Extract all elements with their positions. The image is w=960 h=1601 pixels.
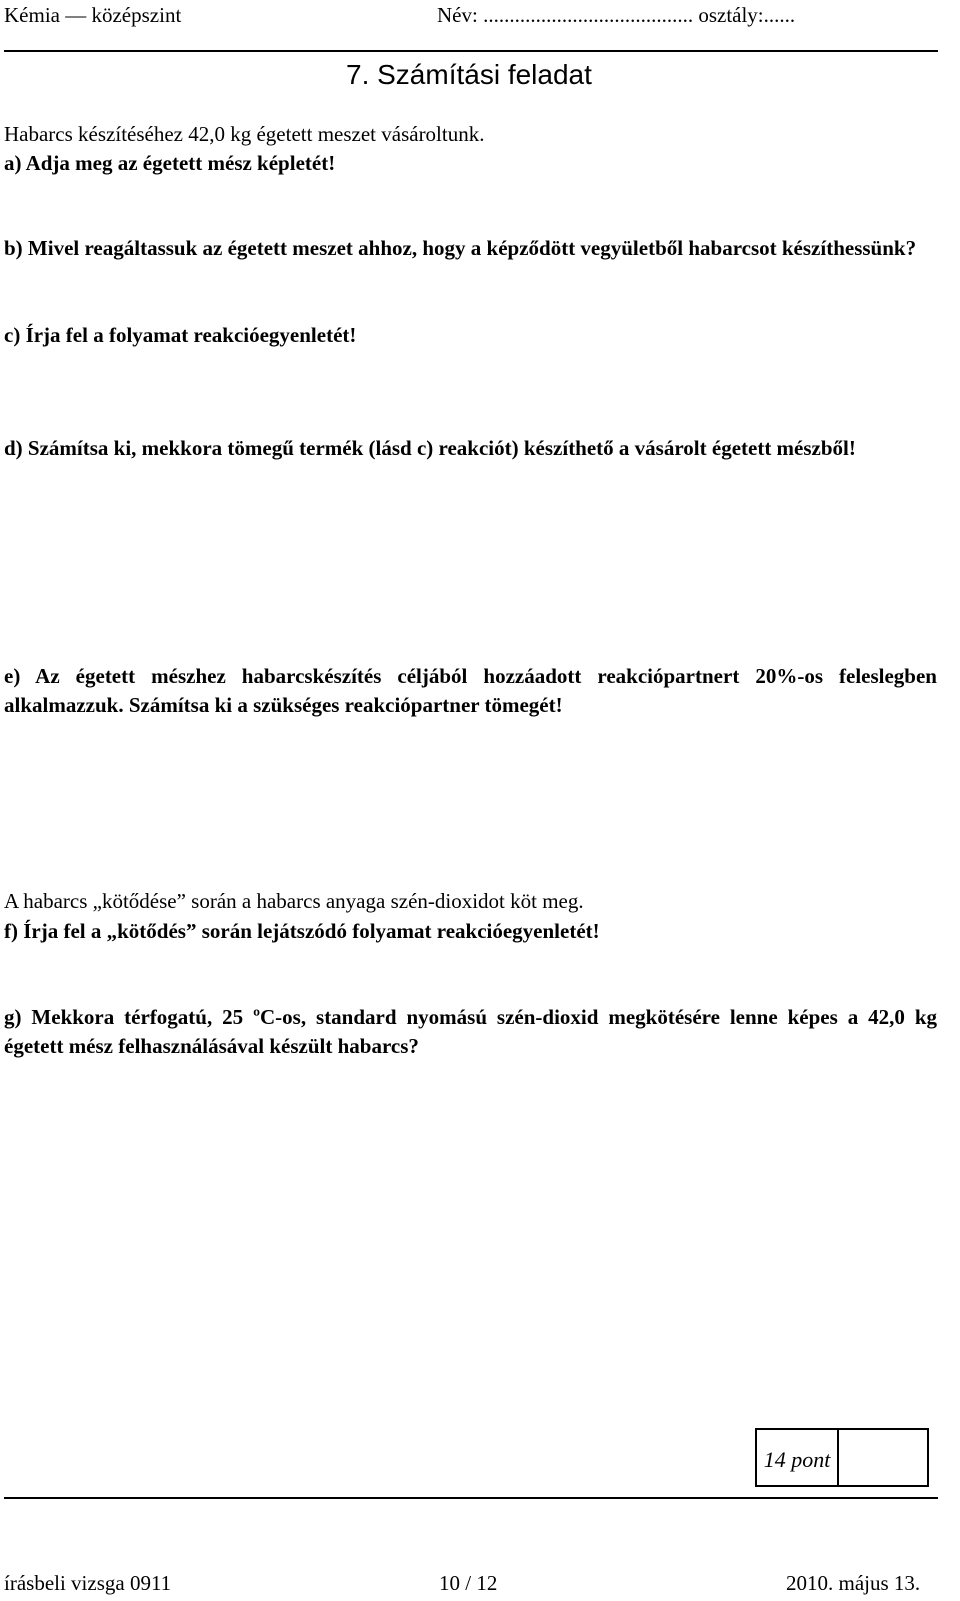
question-e: e) Az égetett mészhez habarcskészítés céljából hozzáadott reakciópartnert 20%-os feleslegben alkalmazzuk. Számítsa ki a szükséges reakciópartner tömegét! (4, 664, 937, 717)
footer-page-number: 10 / 12 (439, 1571, 498, 1595)
question-f-intro: A habarcs „kötődése” során a habarcs anyaga szén-dioxidot köt meg. (4, 889, 584, 913)
points-label: 14 pont (757, 1430, 839, 1485)
question-g: g) Mekkora térfogatú, 25 ºC-os, standard nyomású szén-dioxid megkötésére lenne képes a 42,0 kg égetett mész felhasználásával készült habarcs? (4, 1005, 937, 1058)
question-c: c) Írja fel a folyamat reakcióegyenletét! (4, 323, 357, 347)
question-a: a) Adja meg az égetett mész képletét! (4, 151, 336, 175)
footer-divider (4, 1497, 938, 1499)
footer-date: 2010. május 13. (786, 1571, 921, 1595)
header-divider (4, 50, 938, 52)
question-f: f) Írja fel a „kötődés” során lejátszódó folyamat reakcióegyenletét! (4, 919, 600, 943)
task-intro: Habarcs készítéséhez 42,0 kg égetett meszet vásároltunk. (4, 122, 485, 146)
question-d: d) Számítsa ki, mekkora tömegű termék (lásd c) reakciót) készíthető a vásárolt égetett mészből! (4, 436, 856, 460)
footer-exam: írásbeli vizsga 0911 (4, 1571, 172, 1595)
points-score-cell[interactable] (839, 1430, 927, 1485)
question-b: b) Mivel reagáltassuk az égetett meszet ahhoz, hogy a képződött vegyületből habarcsot készíthessünk? (4, 236, 917, 260)
points-box (755, 1428, 929, 1487)
header-name-field: Név: ........................................ osztály:...... (437, 3, 796, 27)
task-title: 7. Számítási feladat (346, 59, 592, 90)
header-subject: Kémia — középszint (4, 3, 182, 27)
